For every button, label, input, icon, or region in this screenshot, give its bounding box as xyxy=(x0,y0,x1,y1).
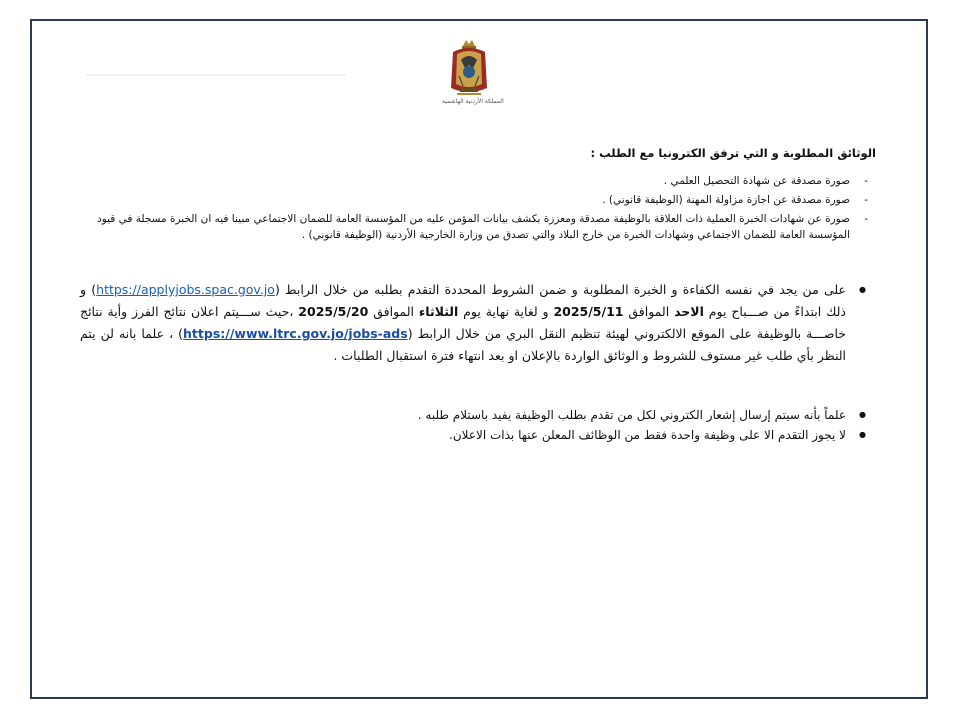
list-item: ● علماً بأنه سيتم إرسال إشعار الكتروني لكل من تقدم بطلب الوظيفة يفيد باستلام طلبه . xyxy=(80,405,876,425)
list-item: - صورة مصدقة عن اجازة مزاولة المهنة (الوظيفة قانوني) . xyxy=(80,192,876,208)
documents-list xyxy=(80,173,876,246)
end-date: 2025/5/20 xyxy=(298,304,369,319)
documents-title: الوثائق المطلوبة و التي ترفق الكترونيا مع الطلب : xyxy=(590,146,876,160)
final-notes xyxy=(80,405,876,445)
list-item: - صورة عن شهادات الخبرة العملية ذات العلاقة بالوظيفة مصدقة ومعززة بكشف بيانات المؤمن عليه من المؤسسة العامة للضمان الاجتماعي مبينا فيه ان الخبرة مسجلة في قيود المؤسسة العامة للضمان الاجتماعي وشهادات الخبرة من خارج البلاد والتي تصدق من وزارة الخارجية الأردنية (الوظيفة قانوني) . xyxy=(80,211,876,243)
end-day: الثلاثاء xyxy=(418,304,459,319)
applyjobs-link[interactable]: https://applyjobs.spac.gov.jo xyxy=(96,282,275,297)
list-item: ● لا يجوز التقدم الا على وظيفة واحدة فقط من الوظائف المعلن عنها بذات الاعلان. xyxy=(80,425,876,445)
list-item: - صورة مصدقة عن شهادة التحصيل العلمي . xyxy=(80,173,876,189)
faint-divider xyxy=(86,74,346,76)
start-date: 2025/5/11 xyxy=(553,304,624,319)
ltrc-jobs-link[interactable]: https://www.ltrc.gov.jo/jobs-ads xyxy=(183,326,408,341)
application-notice xyxy=(80,279,876,367)
start-day: الاحد xyxy=(674,304,704,319)
notice-paragraph: ● على من يجد في نفسه الكفاءة و الخبرة المطلوبة و ضمن الشروط المحددة التقدم بطلبه من خلال الرابط (https://applyjobs.spac.gov.jo) و ذلك ابتداءً من صـــباح يوم الاحد الموافق 2025/5/11 و لغاية نهاية يوم الثلاثاء الموافق 2025/5/20 ،حيث ســـيتم اعلان نتائج الفرز وأية نتائج خاصـــة بالوظيفة على الموقع الالكتروني لهيئة تنظيم النقل البري من خلال الرابط (https://www.ltrc.gov.jo/jobs-ads) ، علما بانه لن يتم النظر بأي طلب غير مستوف للشروط و الوثائق الواردة بالإعلان او بعد انتهاء فترة استقبال الطلبات . xyxy=(80,279,876,367)
emblem-caption: المملكة الأردنية الهاشمية xyxy=(442,98,504,105)
